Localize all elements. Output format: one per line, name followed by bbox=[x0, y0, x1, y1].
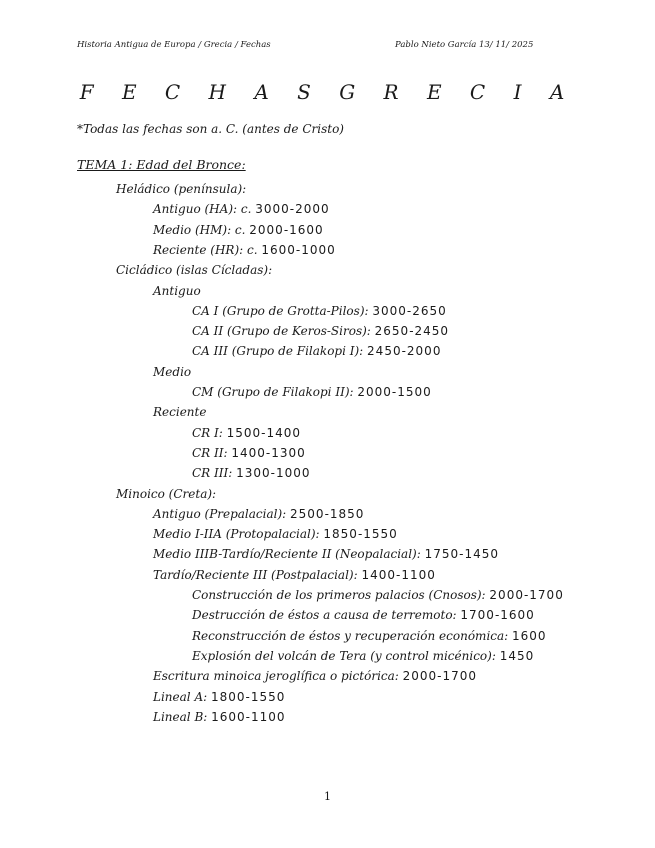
list-item-group: Grupo de Keros-Siros bbox=[231, 324, 363, 339]
list-item-label: ): bbox=[348, 567, 362, 582]
topic-heading: TEMA 1: Edad del Bronce: bbox=[77, 157, 246, 172]
list-item-date: 1600-1000 bbox=[261, 242, 336, 257]
list-item-label: ): bbox=[344, 385, 358, 399]
list-item bbox=[153, 568, 436, 582]
list-item bbox=[192, 608, 535, 622]
list-item-label: ): bbox=[310, 527, 324, 542]
list-item-label: Lineal A: bbox=[153, 689, 211, 704]
list-item-text: Heládico (península): bbox=[116, 182, 247, 196]
list-item-date: 2000-1500 bbox=[357, 385, 432, 399]
list-item-date: 1750-1450 bbox=[424, 547, 500, 562]
page-number: 1 bbox=[324, 790, 331, 803]
list-item-group: Postpalacial bbox=[275, 567, 349, 582]
list-item-label: Reconstrucción de éstos y recuperación económica: bbox=[192, 628, 513, 643]
list-item-label: Antiguo ( bbox=[153, 506, 210, 521]
list-item-group: Protopalacial bbox=[230, 527, 311, 542]
list-item bbox=[192, 385, 432, 399]
list-item bbox=[153, 669, 477, 683]
list-item bbox=[153, 527, 398, 541]
list-item bbox=[153, 710, 286, 724]
list-item-label: Explosión del volcán de Tera (y control micénico): bbox=[192, 648, 500, 663]
list-item-date: 1850-1550 bbox=[323, 527, 398, 542]
page-title: F E C H A S G R E C I A bbox=[79, 80, 576, 104]
list-item-label: CR III: bbox=[192, 466, 237, 481]
list-item-label: CM ( bbox=[192, 385, 222, 399]
list-item-label: ): bbox=[362, 324, 375, 339]
note-text: *Todas las fechas son a. C. (antes de Cristo) bbox=[77, 122, 344, 136]
list-item-label: Construcción de los primeros palacios (Cnosos): bbox=[192, 588, 490, 602]
list-item bbox=[153, 243, 336, 257]
list-item-text: Reciente bbox=[153, 405, 207, 420]
list-item-date: 3000-2650 bbox=[372, 303, 447, 318]
list-item-date: 1500-1400 bbox=[226, 425, 302, 440]
list-item-group: Neopalacial bbox=[339, 547, 413, 562]
list-item-date: 2650-2450 bbox=[374, 324, 450, 339]
list-item-label: CR II: bbox=[192, 445, 232, 460]
list-item-label: CA I ( bbox=[192, 303, 227, 318]
list-item-group: Grupo de Grotta-Pilos bbox=[226, 303, 360, 318]
list-item-label: Antiguo (HA): c. bbox=[153, 202, 256, 217]
list-item-label: Tardío/Reciente III ( bbox=[153, 567, 276, 582]
list-item-label: Medio (HM): c. bbox=[153, 222, 250, 237]
list-item bbox=[153, 547, 499, 561]
list-item-label: Medio I-IIA ( bbox=[153, 527, 231, 542]
list-item bbox=[192, 426, 301, 440]
list-item-date: 1400-1100 bbox=[361, 567, 436, 582]
list-item bbox=[116, 182, 246, 196]
list-item bbox=[192, 629, 547, 643]
list-item-date: 1800-1550 bbox=[210, 689, 286, 704]
list-item-text: Minoico (Creta): bbox=[116, 486, 217, 501]
list-item bbox=[153, 690, 285, 704]
list-item-date: 1450 bbox=[499, 648, 535, 663]
list-item bbox=[192, 649, 534, 663]
list-item-label: ): bbox=[359, 303, 373, 318]
list-item-date: 1600-1100 bbox=[211, 709, 286, 724]
list-item-date: 2000-1700 bbox=[489, 588, 564, 602]
list-item-date: 1400-1300 bbox=[231, 445, 306, 460]
list-item bbox=[153, 365, 191, 379]
list-item bbox=[192, 324, 449, 338]
list-item bbox=[192, 446, 306, 460]
list-item-label: Medio IIIB-Tardío/Reciente II ( bbox=[153, 547, 340, 562]
list-item-date: 2450-2000 bbox=[367, 344, 442, 359]
list-item-label: Lineal B: bbox=[153, 709, 212, 724]
list-item-date: 2000-1700 bbox=[402, 669, 478, 684]
list-item bbox=[153, 405, 206, 419]
list-item bbox=[192, 466, 311, 480]
list-item-date: 1600 bbox=[512, 628, 547, 643]
list-item-date: 2000-1600 bbox=[249, 222, 324, 237]
list-item-date: 1300-1000 bbox=[236, 466, 311, 481]
list-item bbox=[153, 202, 330, 216]
list-item bbox=[153, 223, 324, 237]
list-item-date: 2500-1850 bbox=[290, 506, 365, 521]
list-item bbox=[192, 304, 447, 318]
list-item-label: ): bbox=[412, 547, 425, 562]
list-item-label: ): bbox=[354, 344, 368, 359]
list-item-label: Reciente (HR): c. bbox=[153, 242, 262, 257]
list-item-label: Escritura minoica jeroglífica o pictórica: bbox=[153, 669, 403, 684]
list-item bbox=[116, 263, 272, 277]
list-item-text: Antiguo bbox=[153, 283, 201, 298]
list-item bbox=[153, 507, 364, 521]
list-item-group: Grupo de Filakopi II bbox=[221, 385, 345, 399]
list-item-date: 3000-2000 bbox=[255, 202, 330, 217]
list-item-label: CA II ( bbox=[192, 324, 232, 339]
header-author-date: Pablo Nieto García 13/ 11/ 2025 bbox=[395, 40, 534, 50]
list-item-text: Medio bbox=[153, 364, 192, 379]
list-item-label: CR I: bbox=[192, 425, 227, 440]
list-item-group: Prepalacial bbox=[209, 506, 278, 521]
list-item bbox=[116, 487, 216, 501]
list-item bbox=[192, 588, 564, 602]
list-item-date: 1700-1600 bbox=[460, 608, 535, 623]
list-item bbox=[192, 344, 441, 358]
header-breadcrumb: Historia Antigua de Europa / Grecia / Fechas bbox=[77, 40, 271, 50]
list-item-label: CA III ( bbox=[192, 344, 237, 359]
list-item-group: Grupo de Filakopi I bbox=[236, 344, 355, 359]
list-item-label: ): bbox=[277, 506, 291, 521]
list-item-label: Destrucción de éstos a causa de terremoto: bbox=[192, 608, 461, 623]
list-item-text: Cicládico (islas Cícladas): bbox=[116, 263, 273, 278]
list-item bbox=[153, 284, 201, 298]
